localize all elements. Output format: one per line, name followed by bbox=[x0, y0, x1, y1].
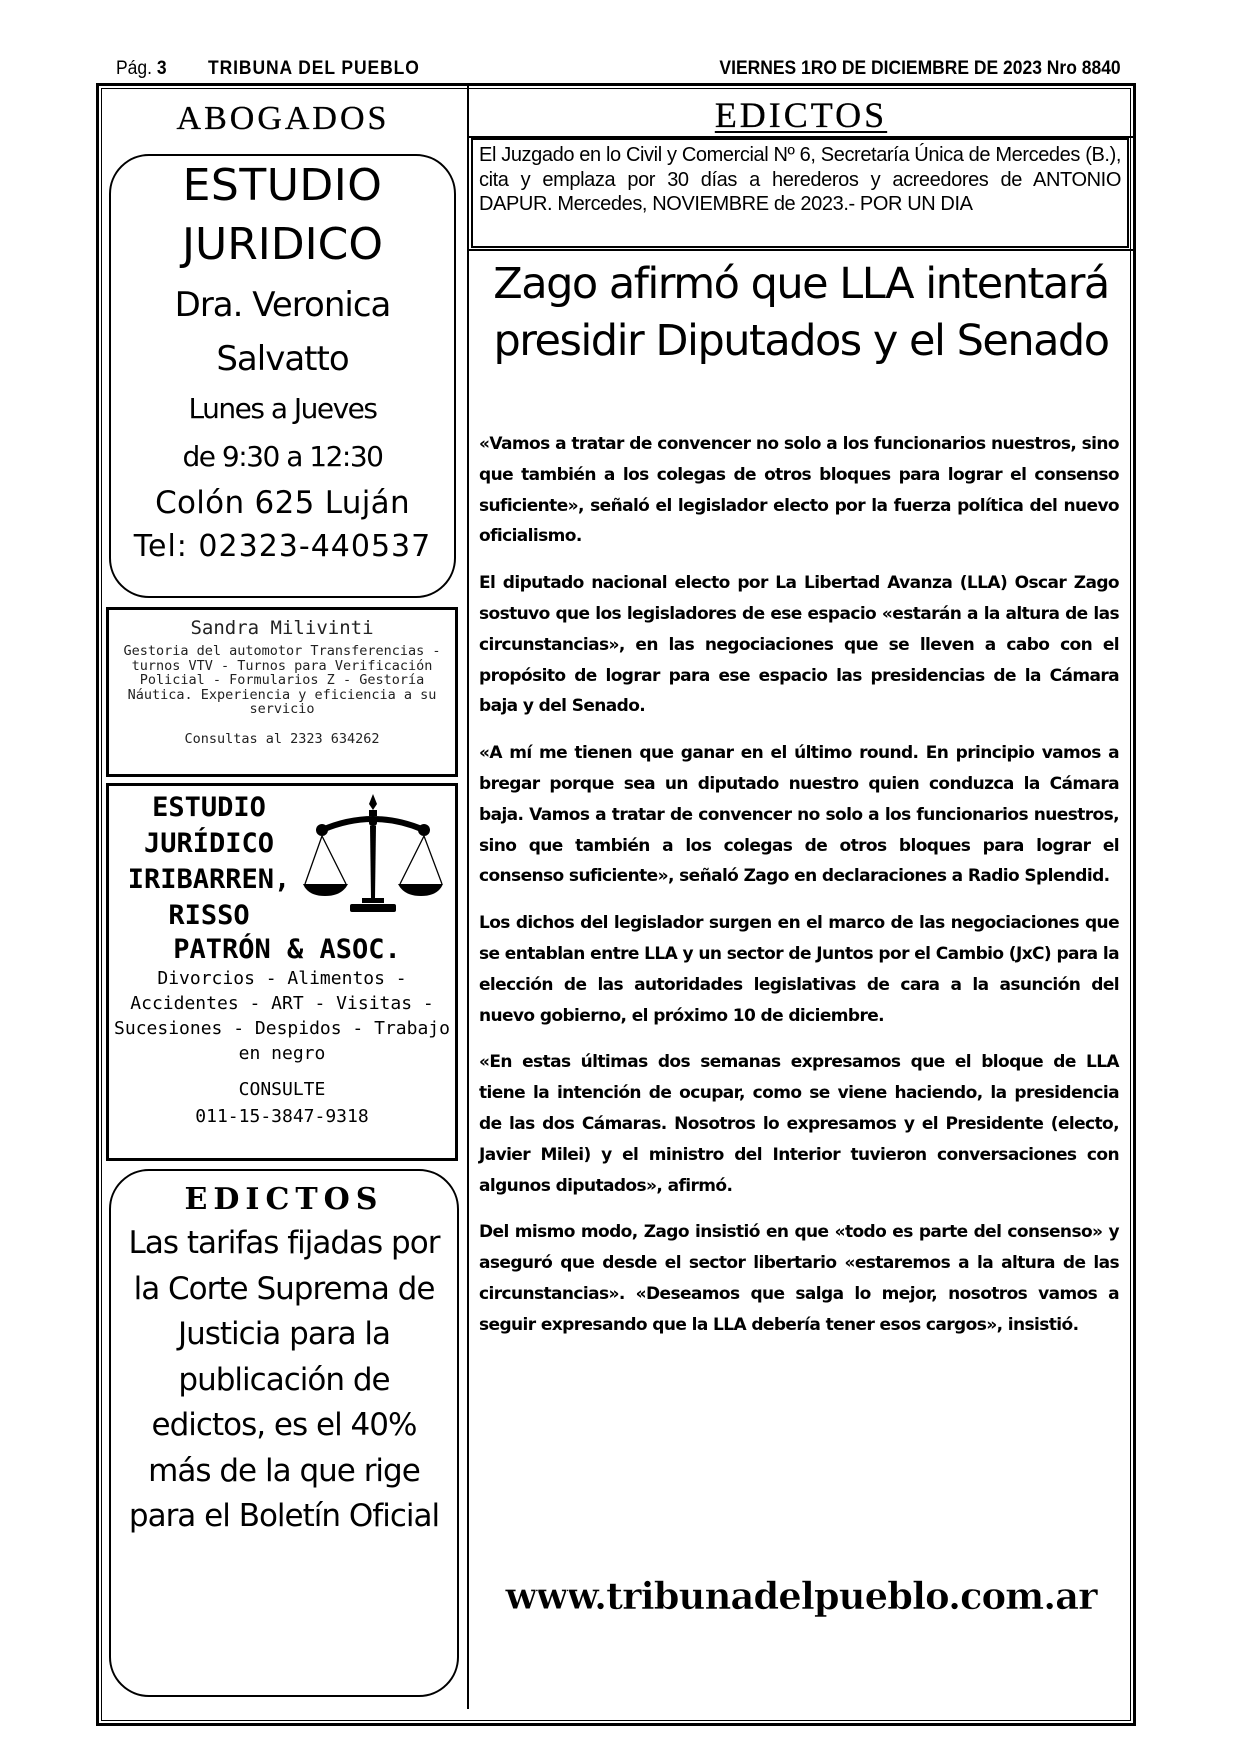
article-body bbox=[479, 429, 1119, 1357]
page-number-value: 3 bbox=[156, 58, 167, 79]
ad-line: Lunes a Jueves bbox=[188, 392, 377, 425]
ad-edictos-tarifas bbox=[109, 1169, 459, 1697]
issue-date: VIERNES 1RO DE DICIEMBRE DE 2023 Nro 8840 bbox=[719, 58, 1121, 79]
page-frame bbox=[96, 83, 1136, 1726]
ad-contact: Consultas al 2323 634262 bbox=[184, 730, 380, 747]
ad-line: ESTUDIO bbox=[182, 160, 383, 211]
firm-line: IRIBARREN, bbox=[127, 864, 291, 895]
firm-line: RISSO bbox=[168, 900, 250, 931]
ad-line: de 9:30 a 12:30 bbox=[182, 440, 383, 473]
edict-notice: El Juzgado en lo Civil y Comercial Nº 6, Secretaría Única de Mercedes (B.), cita y emplaza por 30 días a herederos y acreedores de ANTONIO DAPUR. Mercedes, NOVIEMBRE de 2023.- POR UN DIA bbox=[471, 138, 1129, 248]
ad-description: Gestoria del automotor Transferencias - turnos VTV - Turnos para Verificación Policial - Formularios Z - Gestoría Náutica. Experiencia y eficiencia a su servicio bbox=[123, 643, 441, 717]
article-paragraph: Del mismo modo, Zago insistió en que «todo es parte del consenso» y aseguró que desde el sector libertario «estaremos a la altura de las circunstancias». «Deseamos que salga lo mejor, nosotros vamos a seguir expresando que la LLA debería tener esos cargos», insistió. bbox=[479, 1222, 1119, 1335]
ad-name: Sandra Milivinti bbox=[190, 617, 374, 639]
website-link[interactable] bbox=[469, 1574, 1133, 1618]
article-paragraph: El diputado nacional electo por La Libertad Avanza (LLA) Oscar Zago sostuvo que los legisladores de ese espacio «estarán a la altura de las circunstancias», en las negociaciones que se lleven a cabo con el propósito de lograr para ese espacio las presidencias de la Cámara baja y del Senado. bbox=[479, 573, 1119, 717]
page-header bbox=[116, 58, 1121, 86]
ad-line: Dra. Veronica bbox=[174, 285, 391, 325]
scales-of-justice-icon bbox=[302, 792, 444, 916]
section-title-edictos: EDICTOS bbox=[714, 95, 888, 135]
consult-label: CONSULTE bbox=[238, 1079, 326, 1100]
page-number bbox=[116, 58, 167, 80]
article-headline: Zago afirmó que LLA intentará presidir Diputados y el Senado bbox=[493, 259, 1109, 366]
ad-line: Colón 625 Luján bbox=[155, 485, 410, 521]
ad-services: Divorcios - Alimentos - Accidentes - ART - Visitas - Sucesiones - Despidos - Trabajo en negro bbox=[114, 968, 450, 1064]
article-paragraph: «En estas últimas dos semanas expresamos que el bloque de LLA tiene la intención de ocupar, como se viene haciendo, la presidencia de las dos Cámaras. Nosotros lo expresamos y el Presidente (electo, Javier Milei) y el ministro del Interior tuvieron conversaciones con algunos diputados», afirmó. bbox=[479, 1052, 1119, 1196]
firm-name-last-line: PATRÓN & ASOC. bbox=[173, 934, 401, 965]
publication-name: TRIBUNA DEL PUEBLO bbox=[208, 58, 420, 79]
ad-line: JURIDICO bbox=[182, 219, 383, 270]
ad-gestoria-milivinti bbox=[106, 607, 458, 777]
left-column bbox=[99, 86, 467, 1723]
ad-body: Las tarifas fijadas por la Corte Suprema de Justicia para la publicación de edictos, es el 40% más de la que rige para el Boletín Oficial bbox=[128, 1225, 440, 1534]
article-paragraph: «Vamos a tratar de convencer no solo a los funcionarios nuestros, sino que también a los colegas de otros bloques para lograr el consenso suficiente», señaló el legislador electo por la fuerza política del nuevo oficialismo. bbox=[479, 434, 1119, 547]
firm-name bbox=[109, 790, 309, 934]
page-label: Pág. bbox=[116, 58, 152, 79]
section-title-abogados: ABOGADOS bbox=[176, 100, 390, 137]
right-column bbox=[469, 86, 1133, 1723]
firm-line: ESTUDIO bbox=[152, 792, 266, 823]
consult-phone: 011-15-3847-9318 bbox=[195, 1106, 369, 1127]
ad-line: Salvatto bbox=[216, 339, 349, 379]
ad-consult bbox=[109, 1076, 455, 1130]
firm-line: JURÍDICO bbox=[143, 828, 275, 859]
ad-estudio-iribarren bbox=[106, 783, 458, 1161]
ad-phone: Tel: 02323-440537 bbox=[133, 529, 432, 564]
ad-title: EDICTOS bbox=[184, 1182, 384, 1217]
divider bbox=[469, 249, 1133, 251]
article-paragraph: Los dichos del legislador surgen en el marco de las negociaciones que se entablan entre LLA y un sector de Juntos por el Cambio (JxC) para la elección de las autoridades legislativas de cara a la asunción del nuevo gobierno, el próximo 10 de diciembre. bbox=[479, 913, 1119, 1026]
article-paragraph: «A mí me tienen que ganar en el último round. En principio vamos a bregar porque sea un diputado nuestro quien conduzca la Cámara baja. Vamos a tratar de convencer no solo a los funcionarios nuestros, sino que también a los colegas de otros bloques para lograr el consenso suficiente», señaló Zago en declaraciones a Radio Splendid. bbox=[479, 743, 1119, 887]
website-url[interactable]: www.tribunadelpueblo.com.ar bbox=[505, 1574, 1097, 1618]
ad-estudio-juridico-salvatto bbox=[109, 154, 456, 598]
